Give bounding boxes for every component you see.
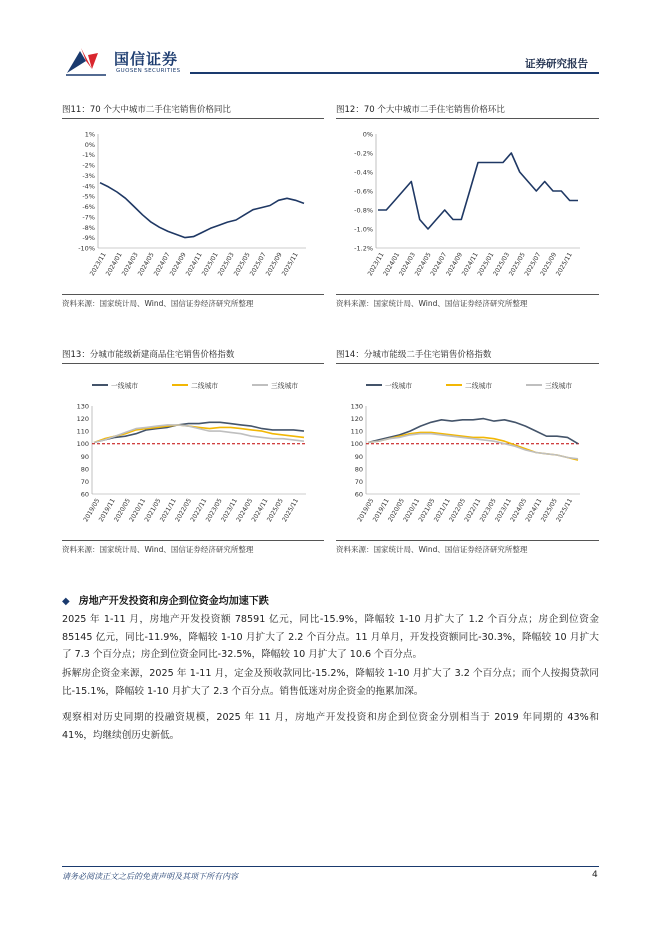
x-tick-label: 2024/03 xyxy=(398,251,417,278)
y-tick-label: 70 xyxy=(354,477,363,486)
x-tick-label: 2025/07 xyxy=(248,251,268,278)
series-line-二线城市 xyxy=(94,425,304,443)
paragraph: 拆解房企资金来源，2025 年 1-11 月，定金及预收款同比-15.2%，降幅较 1-10 月扩大了 3.2 个百分点；而个人按揭贷款同比-15.1%，降幅较 1-10 月扩大了 2.3 个百分点。销售低迷对房企资金的拖累加深。 xyxy=(62,668,599,697)
x-tick-label: 2025/01 xyxy=(200,251,220,278)
x-tick-label: 2023/05 xyxy=(478,497,498,524)
x-tick-label: 2024/03 xyxy=(120,251,140,278)
x-tick-label: 2025/07 xyxy=(523,251,543,278)
y-tick-label: -3% xyxy=(82,171,95,180)
x-tick-label: 2020/11 xyxy=(402,497,422,524)
x-tick-label: 2024/09 xyxy=(445,251,465,278)
y-tick-label: 0% xyxy=(362,130,373,139)
fig12-bottom-rule xyxy=(336,294,599,295)
y-tick-label: 0% xyxy=(84,140,95,149)
x-tick-label: 2025/09 xyxy=(264,251,284,278)
series-line-一线城市 xyxy=(368,419,578,444)
fig14-source: 资料来源：国家统计局、Wind、国信证券经济研究所整理 xyxy=(336,545,528,554)
y-tick-label: -5% xyxy=(82,192,95,201)
x-tick-label: 2024/07 xyxy=(429,251,449,278)
y-tick-label: 70 xyxy=(80,477,89,486)
x-tick-label: 2023/11 xyxy=(366,251,386,278)
x-tick-label: 2024/05 xyxy=(235,497,255,524)
x-tick-label: 2024/01 xyxy=(382,251,402,278)
fig13-title-rule xyxy=(62,363,324,364)
x-tick-label: 2023/11 xyxy=(88,251,108,278)
x-tick-label: 2021/11 xyxy=(432,497,452,524)
y-tick-label: 80 xyxy=(354,465,363,474)
x-tick-label: 2022/05 xyxy=(448,497,468,524)
x-tick-label: 2025/03 xyxy=(216,251,236,278)
y-tick-label: 110 xyxy=(350,427,363,436)
fig11-title-rule xyxy=(62,118,324,119)
x-tick-label: 2025/09 xyxy=(539,251,559,278)
paragraph: 2025 年 1-11 月，房地产开发投资额 78591 亿元，同比-15.9%，降幅较 1-10 月扩大了 1.2 个百分点；房企到位资金 85145 亿元，同比-11.9%，降幅较 1-10 月扩大了 2.2 个百分点。11 月单月，开发投资额同比-30.3%，降幅较 10 月扩大了 7.3 个百分点；房企到位资金同比-32.5%，降幅较 10 月扩大了 10.6 个百分点。 xyxy=(62,614,599,660)
x-tick-label: 2025/11 xyxy=(281,497,301,524)
y-tick-label: -0.2% xyxy=(354,149,373,158)
x-tick-label: 2025/05 xyxy=(539,497,559,524)
diamond-bullet-icon: ◆ xyxy=(62,596,70,607)
y-tick-label: 120 xyxy=(350,415,363,424)
x-tick-label: 2025/11 xyxy=(554,251,574,278)
y-tick-label: 80 xyxy=(80,465,89,474)
x-tick-label: 2022/11 xyxy=(463,497,483,524)
y-tick-label: -0.6% xyxy=(354,187,373,196)
x-tick-label: 2024/11 xyxy=(460,251,480,278)
y-tick-label: -9% xyxy=(82,234,95,243)
legend-label: 一线城市 xyxy=(111,382,139,390)
x-tick-label: 2025/11 xyxy=(280,251,300,278)
y-tick-label: 90 xyxy=(354,452,363,461)
y-tick-label: -10% xyxy=(78,244,95,253)
y-tick-label: 90 xyxy=(80,452,89,461)
y-tick-label: 60 xyxy=(80,490,89,499)
paragraph: 观察相对历史同期的投融资规模，2025 年 11 月，房地产开发投资和房企到位资金分别相当于 2019 年同期的 43%和 41%，均继续创历史新低。 xyxy=(62,712,599,741)
logo-text-cn: 国信证券 xyxy=(114,50,179,68)
x-tick-label: 2024/05 xyxy=(509,497,529,524)
footer-disclaimer: 请务必阅读正文之后的免责声明及其项下所有内容 xyxy=(62,872,238,881)
x-tick-label: 2019/05 xyxy=(82,497,102,524)
x-tick-label: 2024/05 xyxy=(413,251,433,278)
x-tick-label: 2023/05 xyxy=(204,497,224,524)
x-tick-label: 2019/05 xyxy=(356,497,376,524)
y-tick-label: -2% xyxy=(82,161,95,170)
x-tick-label: 2023/11 xyxy=(494,497,513,524)
y-tick-label: 100 xyxy=(76,440,89,449)
fig12-chart xyxy=(336,122,599,292)
legend-label: 一线城市 xyxy=(385,382,413,390)
x-tick-label: 2024/01 xyxy=(104,251,124,278)
fig14-bottom-rule xyxy=(336,540,599,541)
fig13-bottom-rule xyxy=(62,540,324,541)
x-tick-label: 2022/11 xyxy=(189,497,209,524)
y-tick-label: -0.8% xyxy=(354,206,373,215)
x-tick-label: 2021/11 xyxy=(158,497,178,524)
x-tick-label: 2020/11 xyxy=(128,497,148,524)
fig12-title-rule xyxy=(336,118,599,119)
x-tick-label: 2020/05 xyxy=(387,497,406,524)
legend-label: 三线城市 xyxy=(271,382,299,390)
y-tick-label: 120 xyxy=(76,415,89,424)
legend-label: 二线城市 xyxy=(191,382,219,390)
legend-label: 三线城市 xyxy=(545,382,573,390)
section-heading xyxy=(62,589,599,608)
header-divider xyxy=(190,72,599,74)
fig14-chart xyxy=(336,370,599,538)
x-tick-label: 2024/09 xyxy=(168,251,188,278)
fig11-title: 图11：70 个大中城市二手住宅销售价格同比 xyxy=(62,105,231,115)
x-tick-label: 2021/05 xyxy=(143,497,163,524)
y-tick-label: 60 xyxy=(354,490,363,499)
x-tick-label: 2024/11 xyxy=(184,251,204,278)
fig12-title: 图12：70 个大中城市二手住宅销售价格环比 xyxy=(336,105,505,115)
x-tick-label: 2025/01 xyxy=(476,251,496,278)
y-tick-label: 1% xyxy=(84,130,95,139)
x-tick-label: 2025/05 xyxy=(507,251,527,278)
y-tick-label: 100 xyxy=(350,440,363,449)
fig11-chart xyxy=(62,122,324,292)
series-line-环比 xyxy=(378,153,578,229)
y-tick-label: -1% xyxy=(82,151,95,160)
y-tick-label: 130 xyxy=(350,402,363,411)
logo-text-en: GUOSEN SECURITIES xyxy=(116,68,181,74)
y-tick-label: -6% xyxy=(82,203,95,212)
series-line-同比 xyxy=(100,183,304,238)
x-tick-label: 2021/05 xyxy=(417,497,437,524)
y-tick-label: 110 xyxy=(76,427,89,436)
fig13-title: 图13：分城市能级新建商品住宅销售价格指数 xyxy=(62,350,235,360)
x-tick-label: 2025/05 xyxy=(265,497,285,524)
x-tick-label: 2025/05 xyxy=(232,251,252,278)
y-tick-label: -1.0% xyxy=(354,225,373,234)
fig13-source: 资料来源：国家统计局、Wind、国信证券经济研究所整理 xyxy=(62,545,254,554)
y-tick-label: -0.4% xyxy=(354,168,373,177)
x-tick-label: 2025/03 xyxy=(492,251,512,278)
fig11-bottom-rule xyxy=(62,294,324,295)
fig13-chart xyxy=(62,370,324,538)
y-tick-label: -8% xyxy=(82,223,95,232)
x-tick-label: 2024/11 xyxy=(524,497,544,524)
x-tick-label: 2019/11 xyxy=(97,497,117,524)
y-tick-label: 130 xyxy=(76,402,89,411)
logo xyxy=(64,45,194,79)
x-tick-label: 2019/11 xyxy=(371,497,391,524)
x-tick-label: 2022/05 xyxy=(174,497,194,524)
page-number: 4 xyxy=(592,870,598,880)
fig11-source: 资料来源：国家统计局、Wind、国信证券经济研究所整理 xyxy=(62,299,254,308)
section-title: 房地产开发投资和房企到位资金均加速下跌 xyxy=(78,596,269,607)
x-tick-label: 2023/11 xyxy=(220,497,239,524)
x-tick-label: 2024/07 xyxy=(152,251,172,278)
fig14-title-rule xyxy=(336,363,599,364)
x-tick-label: 2024/11 xyxy=(250,497,270,524)
y-tick-label: -4% xyxy=(82,182,95,191)
x-tick-label: 2025/11 xyxy=(555,497,575,524)
y-tick-label: -1.2% xyxy=(354,244,373,253)
x-tick-label: 2020/05 xyxy=(113,497,132,524)
x-tick-label: 2024/05 xyxy=(136,251,156,278)
fig12-source: 资料来源：国家统计局、Wind、国信证券经济研究所整理 xyxy=(336,299,528,308)
fig14-title: 图14：分城市能级二手住宅销售价格指数 xyxy=(336,350,492,360)
legend-label: 二线城市 xyxy=(465,382,493,390)
footer-divider xyxy=(62,866,599,867)
guosen-logo-icon xyxy=(64,45,108,77)
y-tick-label: -7% xyxy=(82,213,95,222)
report-type: 证券研究报告 xyxy=(525,58,588,70)
